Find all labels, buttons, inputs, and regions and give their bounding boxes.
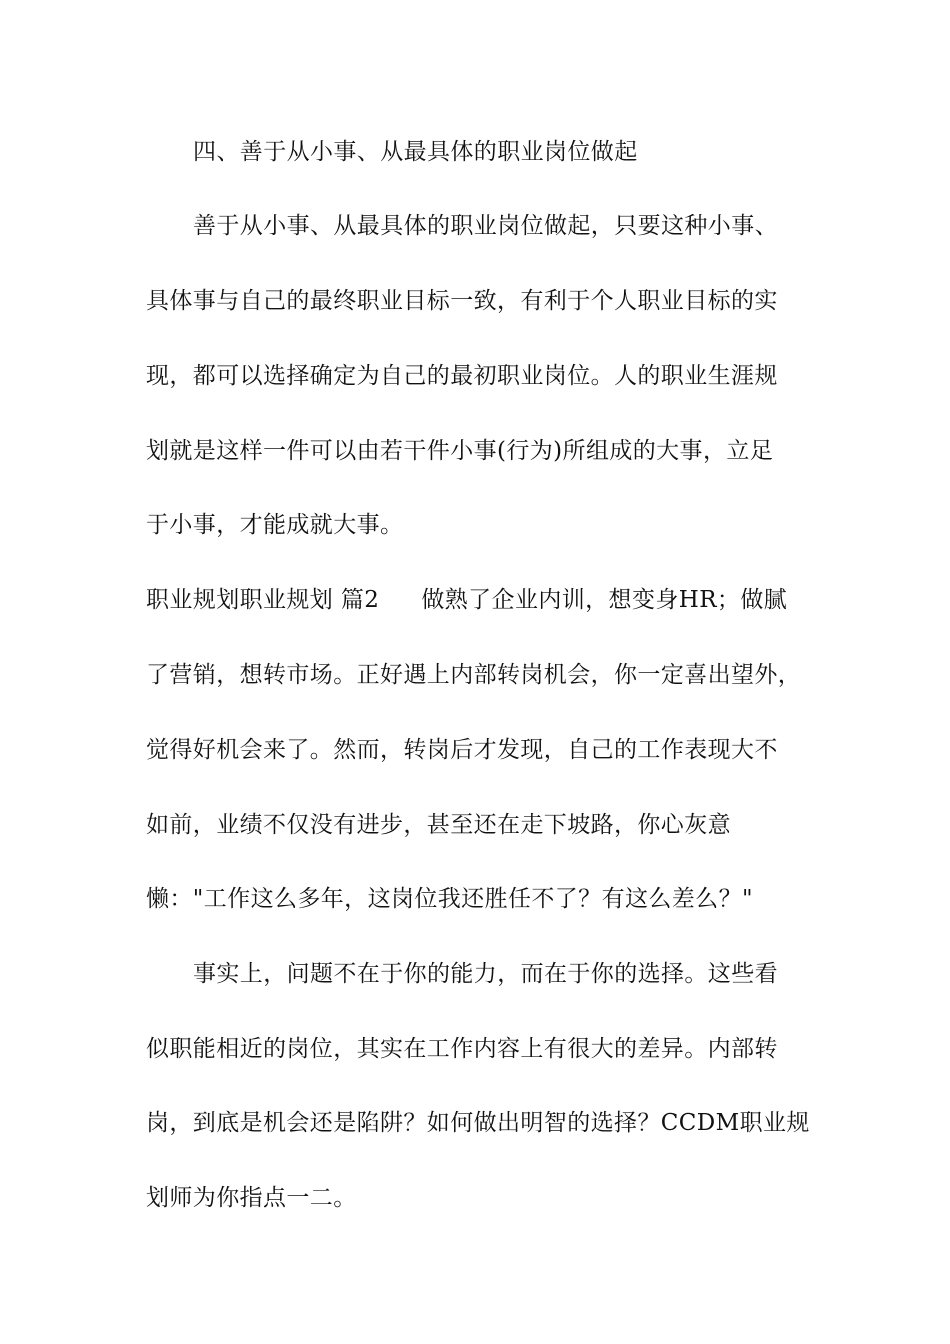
paragraph3-line-1: 事实上，问题不在于你的能力，而在于你的选择。这些看 bbox=[193, 961, 778, 987]
paragraph2-line-1: 做熟了企业内训，想变身HR；做腻 bbox=[421, 587, 788, 613]
paragraph2-line-2: 了营销，想转市场。正好遇上内部转岗机会，你一定喜出望外， bbox=[146, 662, 802, 688]
paragraph1-line-1: 善于从小事、从最具体的职业岗位做起，只要这种小事、 bbox=[193, 213, 778, 239]
paragraph3-line-3: 岗，到底是机会还是陷阱？如何做出明智的选择？CCDM职业规 bbox=[146, 1110, 810, 1136]
paragraph1-line-4: 划就是这样一件可以由若干件小事(行为)所组成的大事，立足 bbox=[146, 438, 774, 464]
paragraph3-line-4: 划师为你指点一二。 bbox=[146, 1185, 357, 1211]
paragraph3-line-2: 似职能相近的岗位，其实在工作内容上有很大的差异。内部转 bbox=[146, 1036, 778, 1062]
paragraph2-line-5: 懒："工作这么多年，这岗位我还胜任不了？有这么差么？" bbox=[146, 886, 753, 912]
paragraph2-line-4: 如前，业绩不仅没有进步，甚至还在走下坡路，你心灰意 bbox=[146, 812, 731, 838]
section-label: 职业规划职业规划 篇2 bbox=[146, 587, 380, 613]
paragraph2-line-3: 觉得好机会来了。然而，转岗后才发现，自己的工作表现大不 bbox=[146, 737, 778, 763]
section-label-line bbox=[146, 585, 826, 615]
paragraph1-line-2: 具体事与自己的最终职业目标一致，有利于个人职业目标的实 bbox=[146, 288, 778, 314]
paragraph1-line-3: 现，都可以选择确定为自己的最初职业岗位。人的职业生涯规 bbox=[146, 363, 778, 389]
section-heading: 四、善于从小事、从最具体的职业岗位做起 bbox=[193, 139, 638, 165]
paragraph1-line-5: 于小事，才能成就大事。 bbox=[146, 512, 404, 538]
